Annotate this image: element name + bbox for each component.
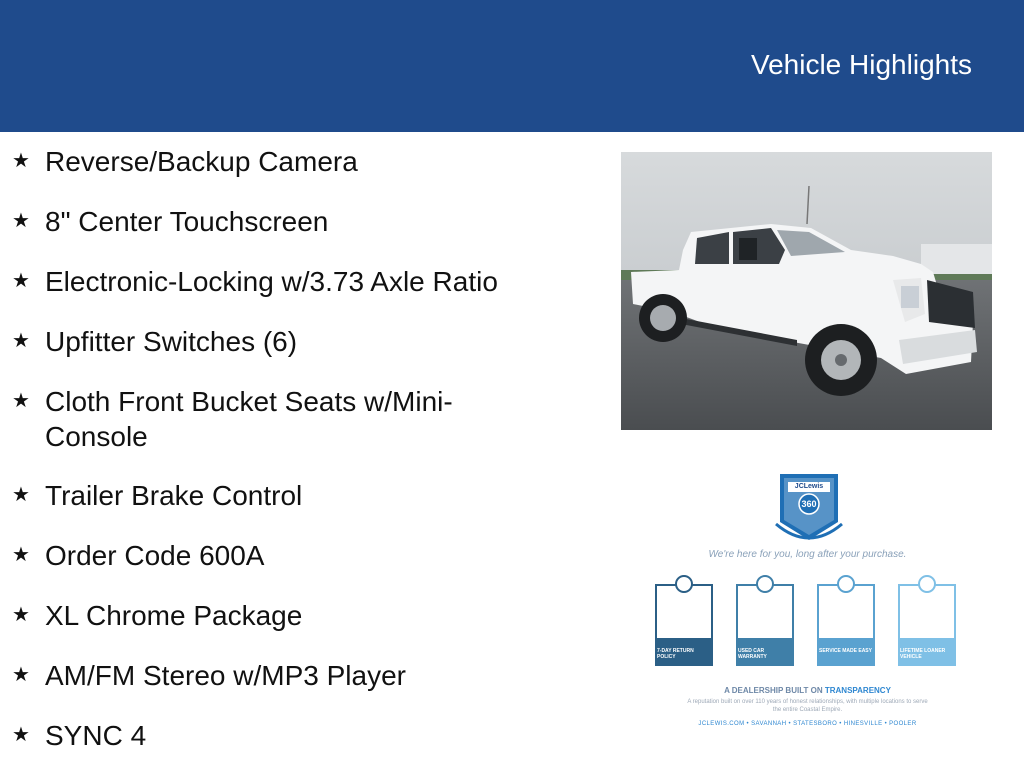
feature-label: AM/FM Stereo w/MP3 Player	[45, 660, 406, 691]
promo-logo-number: 360	[801, 499, 817, 509]
promo-card	[815, 574, 877, 666]
promo-card	[653, 574, 715, 666]
feature-item	[12, 658, 572, 718]
promo-small-text: A reputation built on over 110 years of honest relationships, with multiple locations to serve the entire Coastal Empire.	[687, 699, 928, 713]
feature-label: Electronic-Locking w/3.73 Axle Ratio	[45, 266, 498, 297]
star-icon: ★	[12, 484, 30, 506]
star-icon: ★	[12, 724, 30, 746]
feature-item	[12, 324, 572, 384]
card-label: USED CAR WARRANTY	[738, 648, 767, 660]
feature-item	[12, 384, 572, 478]
feature-label: Upfitter Switches (6)	[45, 326, 298, 357]
star-icon: ★	[12, 270, 30, 292]
feature-item	[12, 538, 572, 598]
card-label: 7-DAY RETURN POLICY	[657, 648, 694, 660]
promo-logo-text: JCLewis	[794, 483, 824, 490]
page-title: Vehicle Highlights	[750, 49, 972, 80]
star-icon: ★	[12, 604, 30, 626]
star-icon: ★	[12, 390, 30, 412]
star-icon: ★	[12, 330, 30, 352]
white-pickup-truck-icon	[621, 152, 992, 430]
feature-label: 8" Center Touchscreen	[45, 206, 329, 237]
feature-list	[12, 144, 572, 778]
promo-tagline: We're here for you, long after your purchase.	[708, 549, 907, 560]
star-icon: ★	[12, 544, 30, 566]
truck-photo	[621, 152, 992, 430]
feature-label: Cloth Front Bucket Seats w/Mini-Console	[45, 386, 453, 452]
feature-item	[12, 264, 572, 324]
star-icon: ★	[12, 210, 30, 232]
feature-label: Trailer Brake Control	[45, 480, 303, 511]
promo-card	[896, 574, 958, 666]
feature-item	[12, 478, 572, 538]
header-banner	[0, 0, 1024, 132]
feature-label: XL Chrome Package	[45, 600, 303, 631]
dealership-promo	[650, 470, 965, 735]
feature-label: Order Code 600A	[45, 540, 265, 571]
feature-label: SYNC 4	[45, 720, 147, 751]
feature-item	[12, 144, 572, 204]
card-label: SERVICE MADE EASY	[819, 648, 872, 654]
feature-item	[12, 204, 572, 264]
promo-subtitle	[650, 686, 965, 695]
star-icon: ★	[12, 664, 30, 686]
promo-subtitle-prefix: A DEALERSHIP BUILT ON	[724, 686, 823, 695]
star-icon: ★	[12, 150, 30, 172]
feature-item	[12, 598, 572, 658]
promo-card	[734, 574, 796, 666]
feature-item	[12, 718, 572, 778]
promo-footer: JCLEWIS.COM • SAVANNAH • STATESBORO • HINESVILLE • POOLER	[698, 721, 917, 727]
feature-label: Reverse/Backup Camera	[45, 146, 358, 177]
promo-subtitle-highlight: TRANSPARENCY	[824, 686, 891, 695]
card-label: LIFETIME LOANER VEHICLE	[900, 648, 946, 660]
